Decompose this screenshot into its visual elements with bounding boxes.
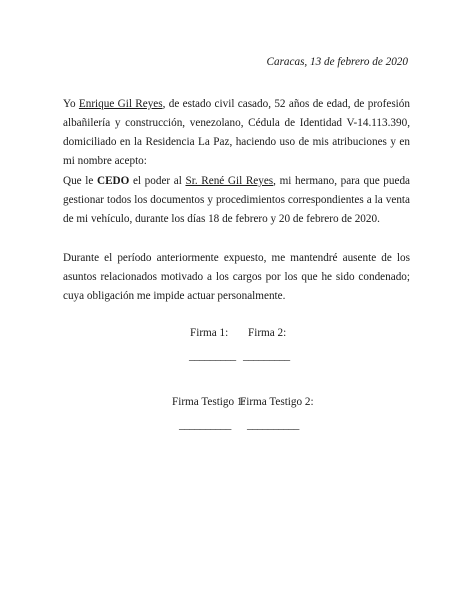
firma-testigo-1-label: Firma Testigo 1: (172, 396, 246, 408)
paragraph-text: Yo (63, 98, 79, 110)
firma-1-label: Firma 1: (190, 327, 229, 339)
paragraph-text: el poder al (129, 175, 186, 187)
declarant-name: Enrique Gil Reyes (78, 98, 163, 110)
firma-testigo-1-line: __________ (179, 419, 231, 431)
paragraph-text: Que le (63, 175, 97, 187)
paragraph-text: , de estado civil casado, 52 años de edad, de profesión albañilería y construcción, venezolano, Cédula de Identidad V-14.113.390, domiciliado en la Residencia La Paz, haciendo uso de mis atribuciones y en mi nombre acepto: (63, 98, 410, 167)
firma-2-line: _________ (243, 350, 290, 362)
attorney-name: Sr. René Gil Reyes (185, 175, 274, 187)
firma-testigo-2-line: __________ (247, 419, 299, 431)
paragraph-power-of-attorney (63, 172, 410, 229)
firma-testigo-2-label: Firma Testigo 2: (240, 396, 314, 408)
paragraph-declarant (63, 95, 410, 171)
firma-2-label: Firma 2: (248, 327, 287, 339)
paragraph-absence: Durante el período anteriormente expuesto, me mantendré ausente de los asuntos relacionados motivado a los cargos por los que he sido condenado; cuya obligación me impide actuar personalmente. (63, 252, 410, 302)
paragraph-text: , mi hermano, para que pueda gestionar todos los documentos y procedimientos correspondientes a la venta de mi vehículo, durante los días 18 de febrero y 20 de febrero de 2020. (63, 175, 411, 225)
firma-1-line: _________ (189, 350, 236, 362)
document-date: Caracas, 13 de febrero de 2020 (266, 56, 408, 68)
cedo-keyword: CEDO (97, 175, 130, 187)
